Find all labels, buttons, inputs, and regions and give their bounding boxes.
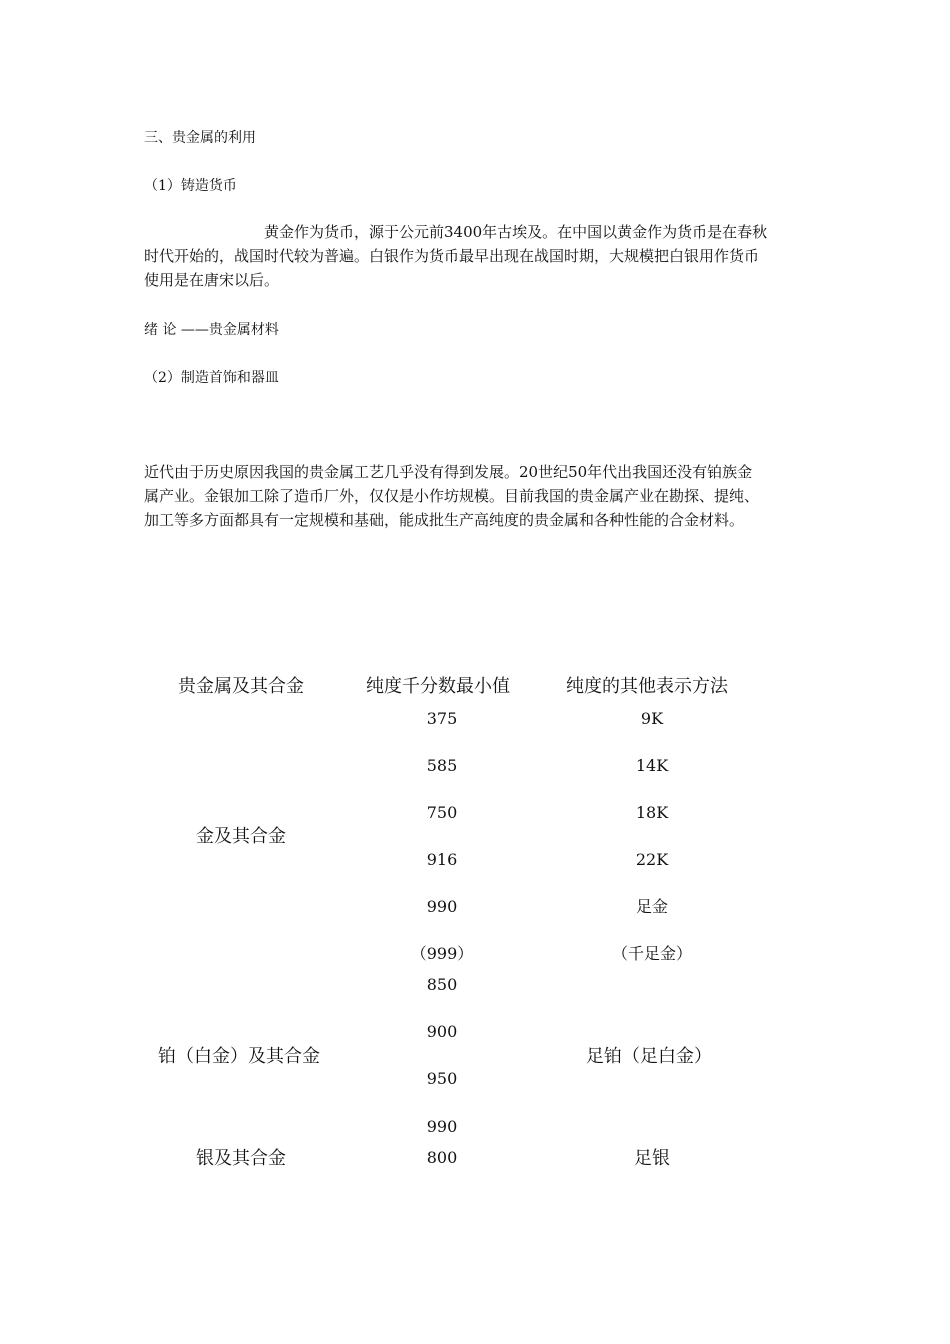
- table-cell-purity: （999）: [410, 944, 474, 963]
- table-cell-purity: 900: [426, 1022, 458, 1041]
- paragraph-line: 使用是在唐宋以后。: [144, 271, 280, 289]
- table-cell-silver-other: 足银: [634, 1148, 670, 1169]
- paragraph-line: 加工等多方面都具有一定规模和基础，能成批生产高纯度的贵金属和各种性能的合金材料。: [144, 511, 745, 529]
- table-cell-purity: 585: [426, 756, 458, 775]
- table-cell-other: （千足金）: [611, 944, 692, 963]
- table-cell-gold-name: 金及其合金: [196, 826, 286, 847]
- paragraph-line: 时代开始的，战国时代较为普遍。白银作为货币最早出现在战国时期，大规模把白银用作货币: [144, 247, 760, 265]
- table-cell-purity: 800: [426, 1148, 458, 1167]
- subheading-coin-casting: （1）铸造货币: [144, 178, 237, 194]
- table-cell-platinum-name: 铂（白金）及其合金: [158, 1046, 320, 1067]
- table-cell-purity: 375: [426, 709, 458, 728]
- table-header-min-purity: 纯度千分数最小值: [366, 676, 510, 697]
- table-cell-platinum-other: 足铂（足白金）: [586, 1046, 712, 1067]
- running-title: 绪 论 ——贵金属材料: [144, 322, 279, 338]
- paragraph-line: 近代由于历史原因我国的贵金属工艺几乎没有得到发展。20世纪50年代出我国还没有铂族金: [144, 463, 753, 481]
- table-cell-other: 9K: [640, 709, 664, 728]
- table-cell-other: 22K: [635, 850, 669, 869]
- table-cell-silver-name: 银及其合金: [196, 1148, 286, 1169]
- subheading-jewelry: （2）制造首饰和器皿: [144, 370, 279, 386]
- section-heading: 三、贵金属的利用: [144, 130, 256, 146]
- table-cell-purity: 990: [426, 1117, 458, 1136]
- table-cell-purity: 750: [426, 803, 458, 822]
- table-cell-purity: 916: [426, 850, 458, 869]
- table-cell-other: 14K: [635, 756, 669, 775]
- table-header-metal: 贵金属及其合金: [178, 676, 304, 697]
- table-cell-other: 18K: [635, 803, 669, 822]
- paragraph-line: 黄金作为货币，源于公元前3400年古埃及。在中国以黄金作为货币是在春秋: [264, 223, 768, 241]
- table-cell-purity: 950: [426, 1069, 458, 1088]
- table-header-other-notation: 纯度的其他表示方法: [566, 676, 728, 697]
- table-cell-purity: 850: [426, 975, 458, 994]
- paragraph-line: 属产业。金银加工除了造币厂外，仅仅是小作坊规模。目前我国的贵金属产业在勘探、提纯、: [144, 487, 760, 505]
- table-cell-other: 足金: [635, 897, 668, 916]
- table-cell-purity: 990: [426, 897, 458, 916]
